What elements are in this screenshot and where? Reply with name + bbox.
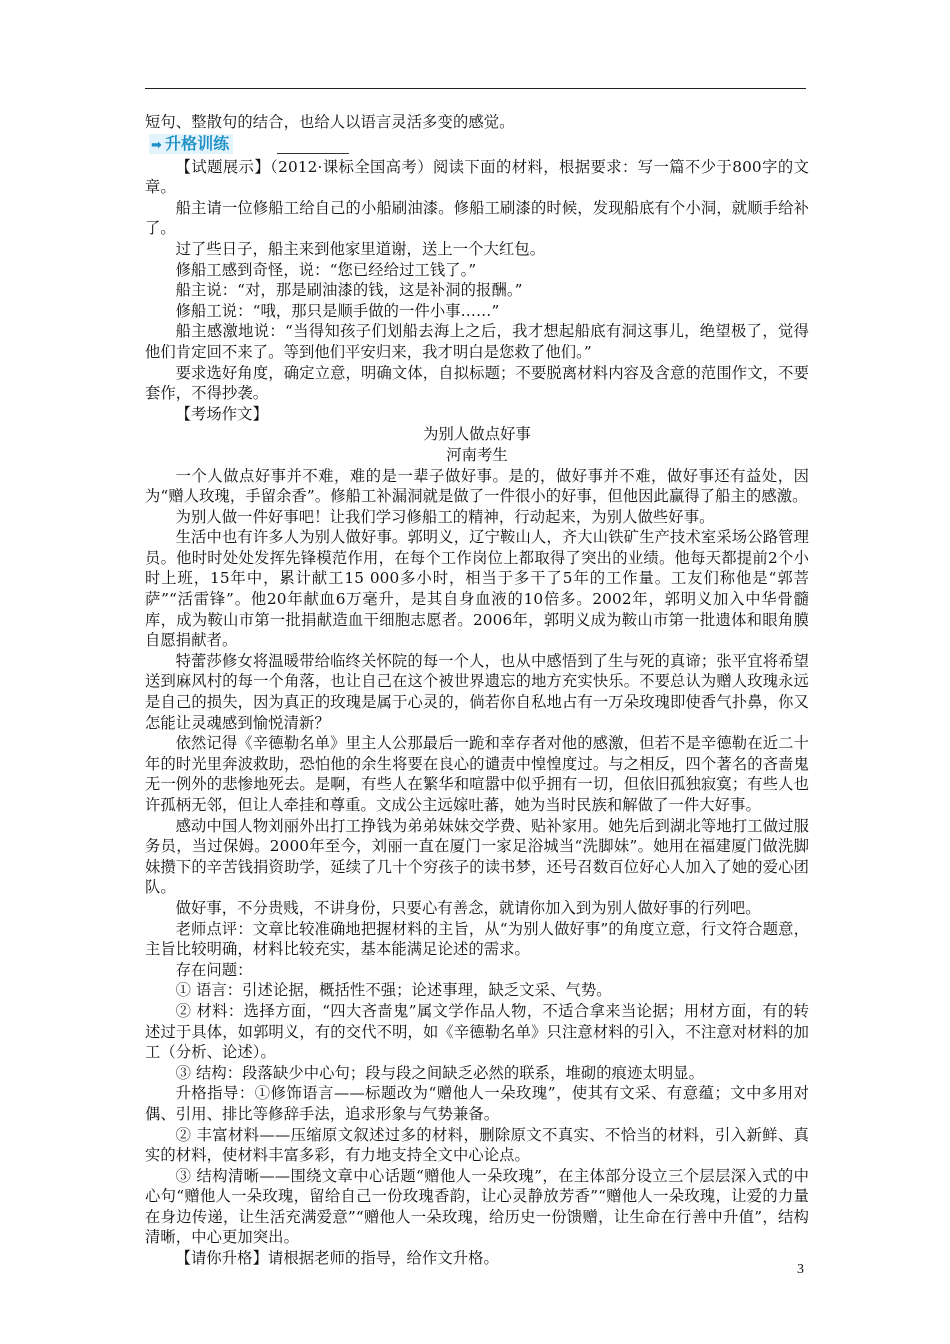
paragraph: 修船工说：“哦，那只是顺手做的一件小事……” (175, 301, 500, 320)
centered-heading: 河南考生 (446, 445, 508, 464)
paragraph: 做好事，不分贵贱，不讲身份，只要心有善念，就请你加入到为别人做好事的行列吧。 (175, 898, 761, 917)
paragraph: 特蕾莎修女将温暖带给临终关怀院的每一个人，也从中感悟到了生与死的真谛；张平宜将希望送到麻风村的每一个角落，也让自己在这个被世界遗忘的地方充实快乐。不要总认为赠人玫瑰永远是自己的损失，因为真正的玫瑰是属于心灵的，倘若你自私地占有一万朵玫瑰即使香气扑鼻，你又怎能让灵魂感到愉悦清新？ (145, 651, 809, 732)
paragraph: 依然记得《辛德勒名单》里主人公那最后一跪和幸存者对他的感激，但若不是辛德勒在近二十年的时光里奔波救助，恐怕他的余生将要在良心的谴责中惶惶度过。与之相反，四个著名的吝啬鬼无一例外的悲惨地死去。是啊，有些人在繁华和喧嚣中似乎拥有一切，但依旧孤独寂寞；有些人也许孤柄无邻，但让人牵挂和尊重。文成公主远嫁吐蕃，她为当时民族和解做了一件大好事。 (145, 734, 809, 814)
paragraph: 老师点评：文章比较准确地把握材料的主旨，从“为别人做好事”的角度立意，行文符合题意，主旨比较明确，材料比较充实，基本能满足论述的需求。 (145, 919, 809, 959)
paragraph-continued: 短句、整散句的结合，也给人以语言灵活多变的感觉。 (145, 113, 515, 131)
header-rule (145, 88, 806, 89)
paragraph: 船主请一位修船工给自己的小船刷油漆。修船工刷漆的时候，发现船底有个小洞，就顺手给补了。 (145, 198, 809, 238)
paragraph: 一个人做点好事并不难，难的是一辈子做好事。是的，做好事并不难，做好事还有益处，因为“赠人玫瑰，手留余香”。修船工补漏洞就是做了一件很小的好事，但他因此赢得了船主的感激。 (145, 466, 809, 506)
paragraph: 存在问题： (175, 960, 253, 979)
paragraph: ② 材料：选择方面，“四大吝啬鬼”属文学作品人物，不适合拿来当论据；用材方面，有的转述过于具体，如郭明义，有的交代不明，如《辛德勒名单》只注意材料的引入，不注意对材料的加工（分析、论述）。 (145, 1001, 809, 1062)
paragraph: 【试题展示】（2012·课标全国高考）阅读下面的材料，根据要求：写一篇不少于800字的文章。 (145, 157, 809, 197)
paragraph: 要求选好角度，确定立意，明确文体，自拟标题；不要脱离材料内容及含意的范围作文，不要套作，不得抄袭。 (145, 363, 809, 403)
training-label: 升格训练 (165, 133, 230, 153)
paragraph: 过了些日子，船主来到他家里道谢，送上一个大红包。 (175, 239, 546, 258)
document-body (145, 112, 809, 1269)
paragraph: 升格指导：①修饰语言——标题改为“赠他人一朵玫瑰”，使其有文采、有意蕴；文中多用对偶、引用、排比等修辞手法，追求形象与气势兼备。 (145, 1084, 809, 1123)
paragraph: 为别人做一件好事吧！让我们学习修船工的精神，行动起来，为别人做些好事。 (175, 507, 715, 526)
training-section-header (145, 133, 809, 157)
paragraph-list (145, 157, 809, 1269)
paragraph: 修船工感到奇怪，说：“您已经给过工钱了。” (175, 260, 477, 279)
paragraph: 船主感激地说：“当得知孩子们划船去海上之后，我才想起船底有洞这事儿，绝望极了，觉得他们肯定回不来了。等到他们平安归来，我才明白是您救了他们。” (145, 322, 809, 361)
paragraph: ② 丰富材料——压缩原文叙述过多的材料，删除原文不真实、不恰当的材料，引入新鲜、真实的材料，使材料丰富多彩，有力地支持全文中心论点。 (145, 1125, 809, 1165)
paragraph: 感动中国人物刘丽外出打工挣钱为弟弟妹妹交学费、贴补家用。她先后到湖北等地打工做过服务员，当过保姆。2000年至今，刘丽一直在厦门一家足浴城当“洗脚妹”。她用在福建厦门做洗脚妹攒下的辛苦钱捐资助学，延续了几十个穷孩子的读书梦，还号召数百位好心人加入了她的爱心团队。 (145, 816, 809, 897)
paragraph: 【考场作文】 (175, 404, 268, 423)
paragraph: 生活中也有许多人为别人做好事。郭明义，辽宁鞍山人，齐大山铁矿生产技术室采场公路管理员。他时时处处发挥先锋模范作用，在每个工作岗位上都取得了突出的业绩。他每天都提前2个小时上班，15年中，累计献工15 000多小时，相当于多干了5年的工作量。工友们称他是“郭菩萨”“活雷锋”。他20年献血6万毫升，是其自身血液的10倍多。2002年，郭明义加入中华骨髓库，成为鞍山市第一批捐献造血干细胞志愿者。2006年，郭明义成为鞍山市第一批遗体和眼角膜自愿捐献者。 (145, 528, 809, 650)
page-number: 3 (797, 1262, 804, 1277)
paragraph: ③ 结构：段落缺少中心句；段与段之间缺乏必然的联系，堆砌的痕迹太明显。 (175, 1063, 705, 1082)
centered-heading: 为别人做点好事 (423, 425, 531, 444)
paragraph: 【请你升格】请根据老师的指导，给作文升格。 (175, 1249, 499, 1268)
paragraph: ③ 结构清晰——围绕文章中心话题“赠他人一朵玫瑰”，在主体部分设立三个层层深入式的中心句“赠他人一朵玫瑰，留给自己一份玫瑰香韵，让心灵静放芳香”“赠他人一朵玫瑰，让爱的力量在身边传递，让生活充满爱意”“赠他人一朵玫瑰，给历史一份馈赠，让生命在行善中升值”，结构清晰，中心更加突出。 (145, 1166, 809, 1247)
right-arrow-icon: ➡ (151, 137, 162, 153)
paragraph: ① 语言：引述论据，概括性不强；论述事理，缺乏文采、气势。 (175, 981, 612, 1000)
training-label-tag (149, 134, 233, 154)
training-underline (277, 153, 349, 154)
paragraph: 船主说：“对，那是刷油漆的钱，这是补洞的报酬。” (175, 281, 523, 300)
